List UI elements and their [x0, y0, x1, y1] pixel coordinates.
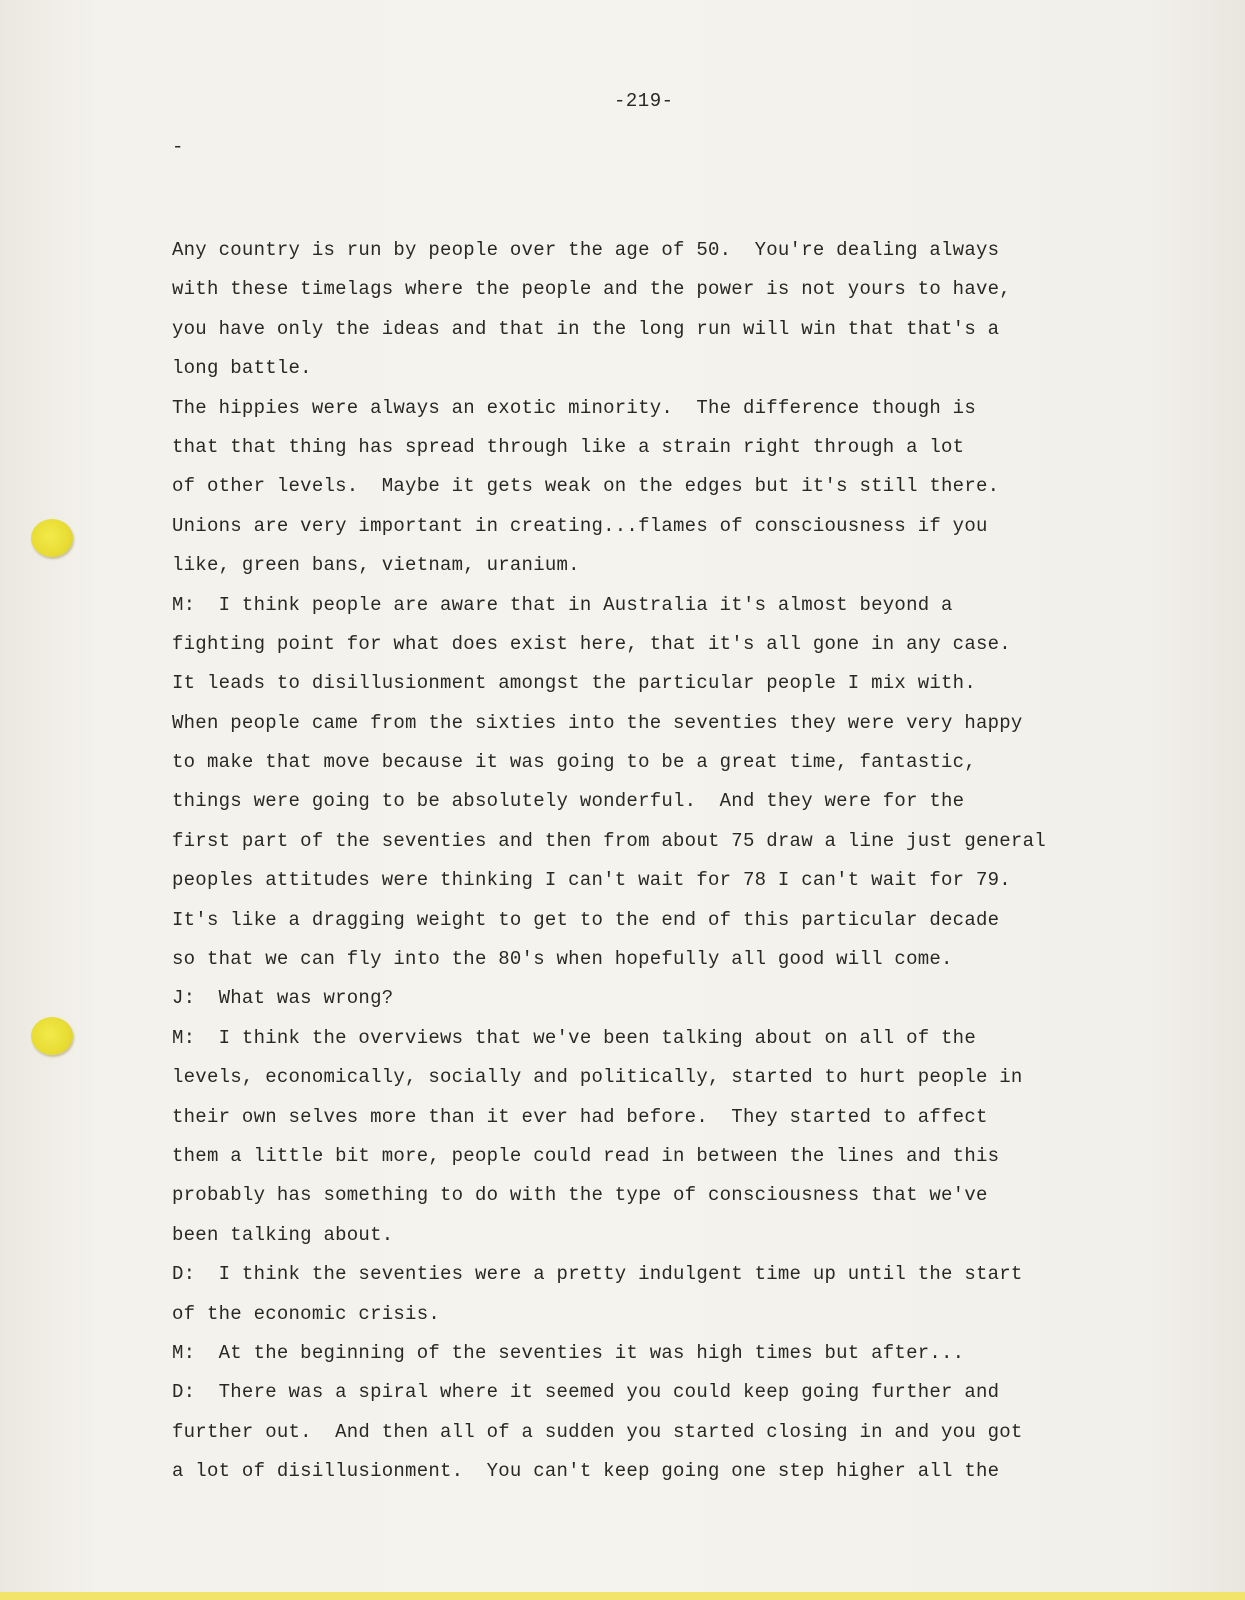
text-line: D: I think the seventies were a pretty indulgent time up until the start [172, 1263, 1023, 1286]
text-line: that that thing has spread through like a strain right through a lot [172, 435, 965, 458]
page-number: -219- [614, 90, 674, 112]
text-line: like, green bans, vietnam, uranium. [172, 554, 580, 577]
text-line: you have only the ideas and that in the long run will win that that's a [172, 317, 1000, 340]
binder-hole-reinforcement [31, 519, 73, 557]
text-line: The hippies were always an exotic minority. The difference though is [172, 396, 976, 419]
text-line: M: I think people are aware that in Australia it's almost beyond a [172, 593, 953, 616]
text-line: of the economic crisis. [172, 1302, 440, 1325]
text-line: with these timelags where the people and the power is not yours to have, [172, 278, 1011, 301]
text-line: M: I think the overviews that we've been talking about on all of the [172, 1026, 976, 1049]
text-line: things were going to be absolutely wonderful. And they were for the [172, 790, 965, 813]
text-line: Any country is run by people over the age of 50. You're dealing always [172, 239, 1000, 261]
transcript-body [172, 231, 1172, 1492]
text-line: long battle. [172, 357, 312, 380]
text-line: been talking about. [172, 1223, 394, 1246]
text-line: first part of the seventies and then from about 75 draw a line just general [172, 829, 1046, 852]
text-line: J: What was wrong? [172, 987, 394, 1010]
binder-hole-reinforcement [31, 1017, 73, 1055]
text-line: Unions are very important in creating...flames of consciousness if you [172, 514, 988, 537]
text-line: to make that move because it was going to be a great time, fantastic, [172, 751, 976, 774]
text-line: peoples attitudes were thinking I can't wait for 78 I can't wait for 79. [172, 869, 1011, 892]
text-line: It leads to disillusionment amongst the particular people I mix with. [172, 672, 976, 695]
text-line: probably has something to do with the type of consciousness that we've [172, 1184, 988, 1207]
text-line: of other levels. Maybe it gets weak on the edges but it's still there. [172, 475, 1000, 498]
text-line: their own selves more than it ever had before. They started to affect [172, 1105, 988, 1128]
text-line: M: At the beginning of the seventies it was high times but after... [172, 1341, 965, 1364]
text-line: further out. And then all of a sudden you started closing in and you got [172, 1420, 1023, 1443]
text-line: so that we can fly into the 80's when hopefully all good will come. [172, 948, 953, 971]
text-line: It's like a dragging weight to get to the end of this particular decade [172, 908, 1000, 931]
text-line: D: There was a spiral where it seemed you could keep going further and [172, 1381, 1000, 1404]
text-line: them a little bit more, people could read in between the lines and this [172, 1144, 1000, 1167]
text-line: levels, economically, socially and politically, started to hurt people in [172, 1066, 1023, 1089]
text-line: a lot of disillusionment. You can't keep going one step higher all the [172, 1460, 1000, 1483]
margin-dash-mark: - [172, 136, 184, 158]
page-bottom-edge [0, 1592, 1245, 1600]
text-line: When people came from the sixties into the seventies they were very happy [172, 711, 1023, 734]
text-line: fighting point for what does exist here, that it's all gone in any case. [172, 632, 1011, 655]
